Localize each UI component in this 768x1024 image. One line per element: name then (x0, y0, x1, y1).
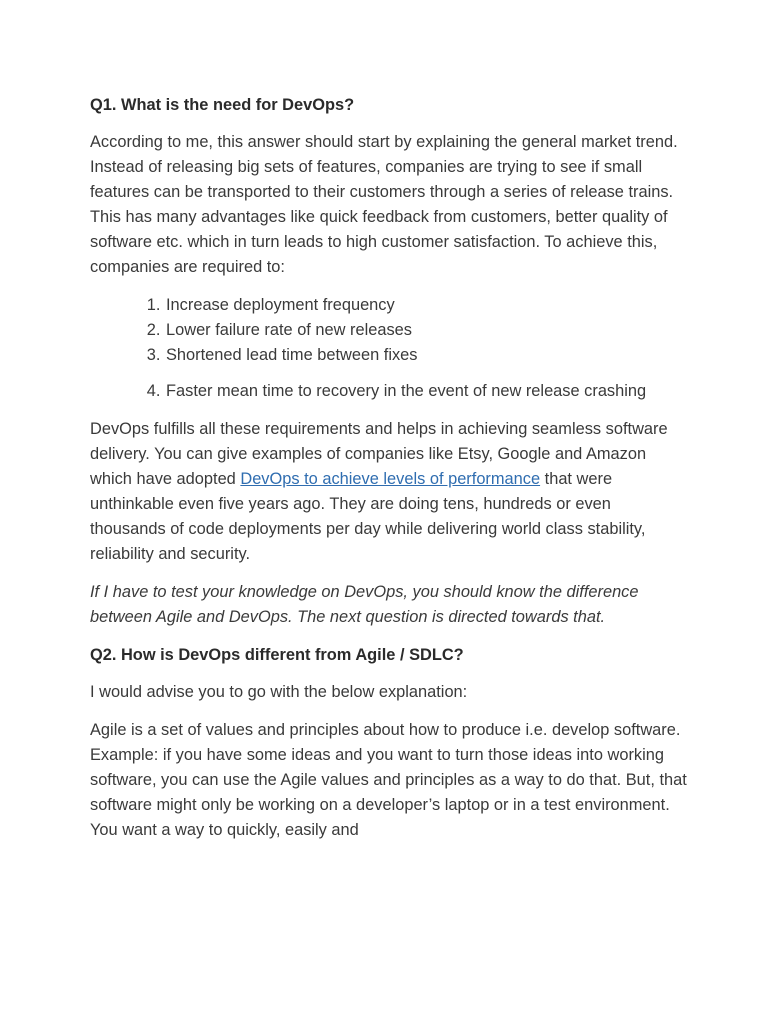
list-item: 1. Increase deployment frequency (165, 293, 688, 318)
list-item: 2. Lower failure rate of new releases (165, 318, 688, 343)
q2-agile-paragraph: Agile is a set of values and principles about how to produce i.e. develop software. Example: if you have some ideas and you want to turn those ideas into working software, you can use the Agile values and principles as a way to do that. But, that software might only be working on a developer’s laptop or in a test environment. You want a way to quickly, easily and (90, 721, 687, 839)
paragraph-text: that were unthinkable even five years ago. They are doing tens, hundreds or even thousands of code deployments per day while delivering world class stability, reliability and security. (90, 470, 646, 563)
q1-italic-note: If I have to test your knowledge on DevOps, you should know the difference between Agile and DevOps. The next question is directed towards that. (90, 583, 639, 626)
list-item: 3. Shortened lead time between fixes (165, 343, 688, 368)
requirements-list (90, 293, 688, 404)
q1-intro-paragraph: According to me, this answer should start by explaining the general market trend. Instead of releasing big sets of features, companies are trying to see if small features can be transported to their customers through a series of release trains. This has many advantages like quick feedback from customers, better quality of software etc. which in turn leads to high customer satisfaction. To achieve this, companies are required to: (90, 133, 678, 276)
devops-performance-link[interactable]: DevOps to achieve levels of performance (240, 470, 541, 488)
q1-devops-paragraph (90, 417, 688, 567)
q2-advice-paragraph: I would advise you to go with the below explanation: (90, 683, 468, 701)
question-2-heading: Q2. How is DevOps different from Agile / SDLC? (90, 646, 464, 664)
paragraph-text: DevOps fulfills all these requirements and helps in achieving seamless software delivery. You can give examples of companies like Etsy, Google and Amazon which have adopted (90, 420, 668, 488)
list-item: 4. Faster mean time to recovery in the event of new release crashing (165, 379, 688, 404)
question-1-heading: Q1. What is the need for DevOps? (90, 96, 355, 114)
